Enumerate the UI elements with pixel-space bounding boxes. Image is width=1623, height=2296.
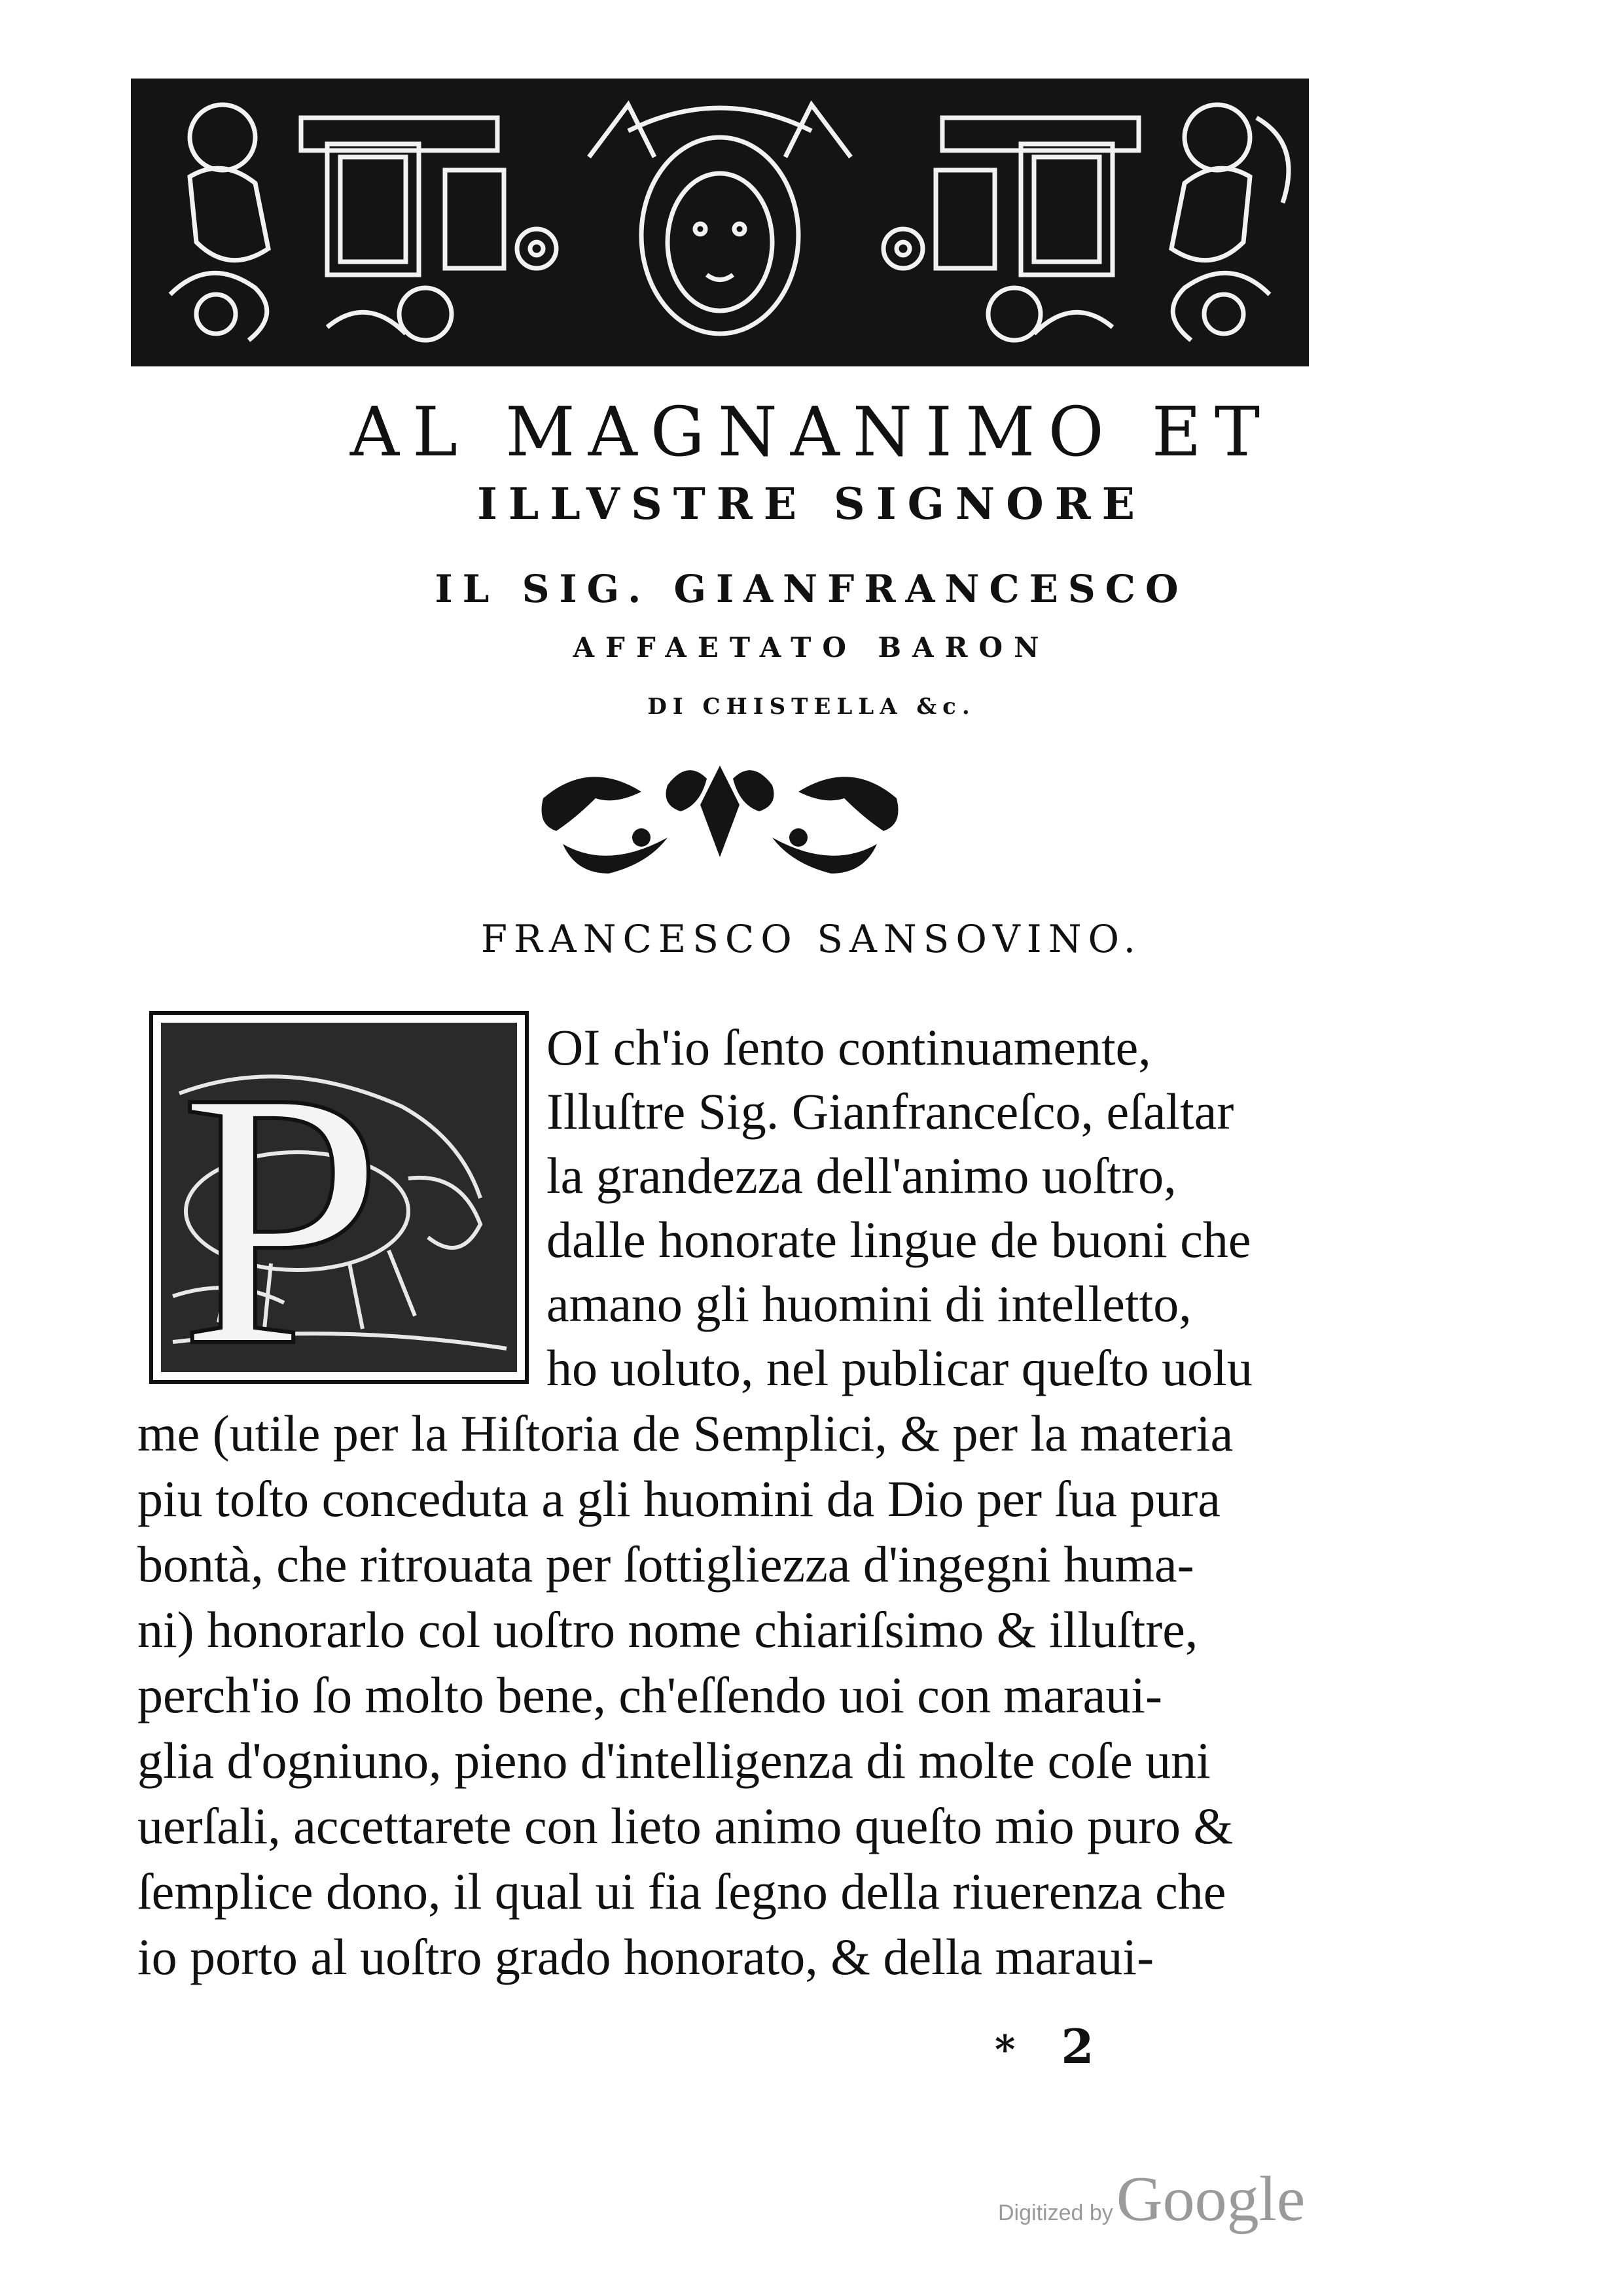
body-line-14: ſemplice dono, il qual ui fia ſegno della riuerenza che	[137, 1863, 1226, 1920]
body-line-5: amano gli huomini di intelletto,	[546, 1275, 1192, 1332]
body-line-15: io porto al uoſtro grado honorato, & della maraui-	[137, 1928, 1154, 1985]
dedication-title-line-5: DI CHISTELLA &c.	[647, 694, 976, 720]
body-line-8: piu toſto conceduta a gli huomini da Dio per ſua pura	[137, 1470, 1221, 1527]
google-logo-text: Google	[1116, 2164, 1306, 2234]
body-line-10: ni) honorarlo col uoſtro nome chiariſsimo & illuſtre,	[137, 1601, 1198, 1658]
body-line-11: perch'io ſo molto bene, ch'eſſendo uoi con maraui-	[137, 1667, 1162, 1723]
body-line-3: la grandezza dell'animo uoſtro,	[546, 1147, 1177, 1204]
fleuron-ornament	[537, 759, 903, 877]
signature-mark	[995, 2019, 1094, 2074]
body-line-12: glia d'ogniuno, pieno d'intelligenza di molte coſe uni	[137, 1732, 1211, 1789]
digitized-by-watermark	[998, 2163, 1305, 2236]
dedication-title-line-1: AL MAGNANIMO ET	[349, 392, 1274, 472]
body-line-4: dalle honorate lingue de buoni che	[546, 1211, 1251, 1268]
signature-star: *	[995, 2027, 1016, 2073]
initial-woodcut-illustration	[153, 1015, 525, 1380]
body-line-2: Illuſtre Sig. Gianfranceſco, eſaltar	[546, 1083, 1234, 1140]
body-line-13: uerſali, accettarete con lieto animo queſto mio puro &	[137, 1797, 1234, 1854]
decorated-initial	[149, 1011, 529, 1384]
body-line-1: OI ch'io ſento continuamente,	[546, 1019, 1151, 1076]
dedication-title-line-2: ILLVSTRE SIGNORE	[477, 478, 1146, 529]
signature-number: 2	[1061, 2019, 1094, 2074]
watermark-prefix: Digitized by	[998, 2200, 1113, 2225]
body-line-7: me (utile per la Hiſtoria de Semplici, & per la materia	[137, 1405, 1234, 1462]
dedication-title-line-3: IL SIG. GIANFRANCESCO	[435, 567, 1188, 611]
body-line-9: bontà, che ritrouata per ſottigliezza d'ingegni huma-	[137, 1536, 1194, 1593]
body-line-6: ho uoluto, nel publicar queſto uolu	[546, 1339, 1253, 1396]
ornamental-header-woodcut	[131, 79, 1309, 366]
author-heading: FRANCESCO SANSOVINO.	[480, 917, 1143, 961]
dedication-title-line-4: AFFAETATO BARON	[573, 631, 1050, 663]
initial-letter: P	[179, 1016, 383, 1380]
